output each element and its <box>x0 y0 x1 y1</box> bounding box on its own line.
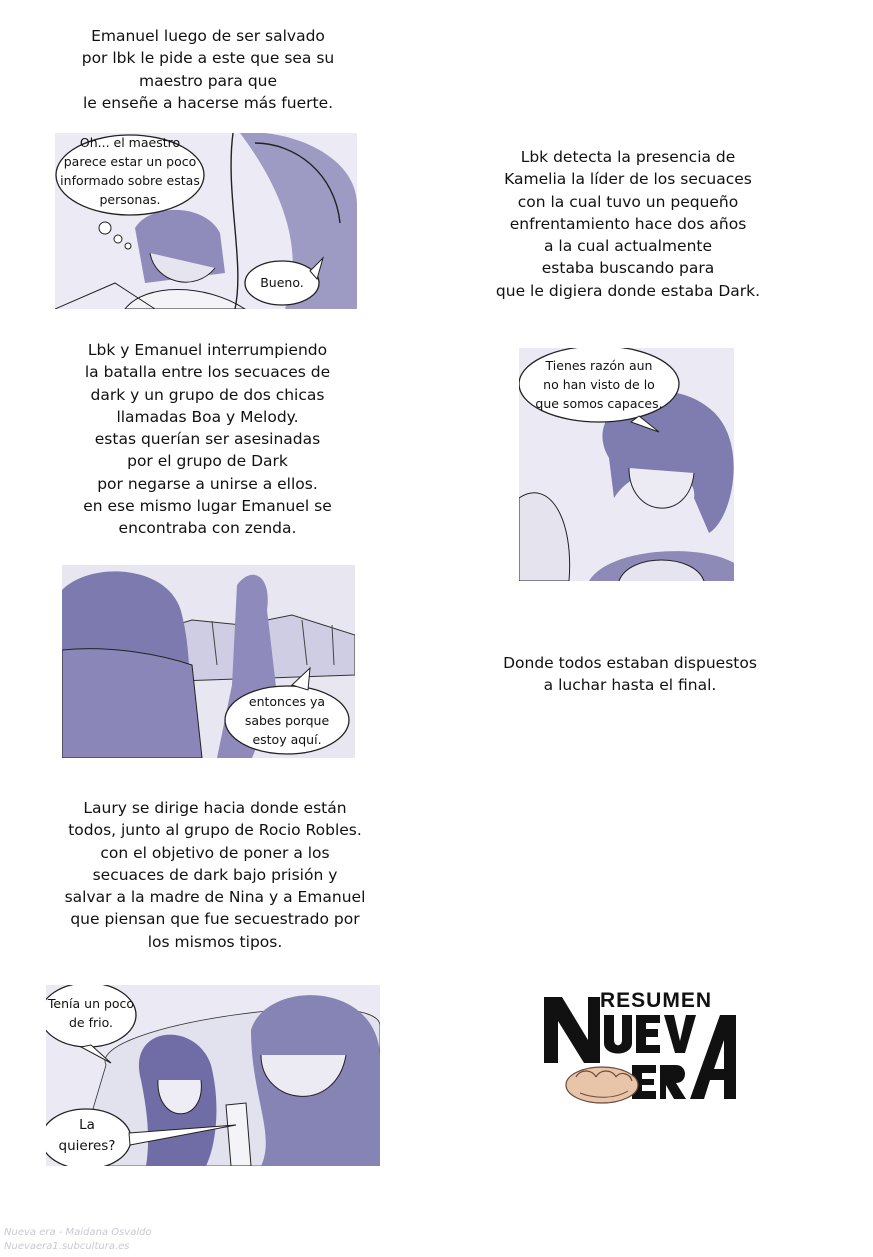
caption-line: maestro para que <box>138 71 278 90</box>
caption-line: secuaces de dark bajo prisión y <box>92 865 338 884</box>
caption-lbk-kamelia <box>488 146 768 302</box>
panel-laury <box>46 985 380 1166</box>
logo-art <box>540 985 740 1105</box>
speech-bubble <box>524 356 674 413</box>
caption-line: estas querían ser asesinadas <box>94 430 321 449</box>
caption-line: por el grupo de Dark <box>127 452 288 471</box>
caption-emanuel-maestro <box>78 25 338 114</box>
caption-line: a luchar hasta el final. <box>543 676 717 695</box>
logo-top-word: RESUMEN <box>600 989 713 1012</box>
caption-line: Lbk y Emanuel interrumpiendo <box>87 341 328 359</box>
caption-batalla <box>75 339 340 540</box>
panel-kamelia <box>519 348 734 581</box>
caption-line: a la cual actualmente <box>543 237 713 256</box>
caption-line: Laury se dirige hacia donde están <box>83 799 347 817</box>
speech-bubble-bottom <box>46 1115 128 1157</box>
bubble-line: entonces ya <box>248 694 326 709</box>
footer-url: Nuevaera1.subcultura.es <box>4 1241 130 1252</box>
caption-line: por negarse a unirse a ellos. <box>97 474 318 493</box>
caption-line: con el objetivo de poner a los <box>100 843 330 862</box>
caption-line: dark y un grupo de dos chicas <box>90 385 325 404</box>
caption-line: encontraba con zenda. <box>118 519 297 538</box>
bubble-line: parece estar un poco <box>63 154 197 169</box>
logo-letter-e <box>636 1015 660 1053</box>
caption-line: que le digiera donde estaba Dark. <box>495 281 761 300</box>
logo-letter-v <box>664 1015 696 1053</box>
caption-laury <box>60 797 370 953</box>
footer-credit: Nueva era - Maidana Osvaldo <box>4 1227 152 1238</box>
caption-line: llamadas Boa y Melody. <box>116 407 299 426</box>
fist-icon <box>566 1067 638 1103</box>
bubble-line: estoy aquí. <box>252 732 322 747</box>
bubble-line: informado sobre estas <box>60 173 200 188</box>
caption-line: con la cual tuvo un pequeño <box>517 192 739 211</box>
caption-dispuestos <box>490 652 770 697</box>
logo-letter-a <box>690 1015 736 1099</box>
resumen-nueva-era-logo <box>540 985 740 1105</box>
caption-line: salvar a la madre de Nina y a Emanuel <box>64 888 366 907</box>
bubble-line: Oh... el maestro <box>79 135 181 150</box>
bubble-line: Bueno. <box>260 275 304 290</box>
bubble-line: que somos capaces. <box>535 396 663 411</box>
bubble-line: quieres? <box>58 1138 116 1154</box>
caption-line: los mismos tipos. <box>147 932 283 951</box>
bubble-line: Tenía un poco <box>47 996 135 1011</box>
logo-letter-u <box>604 1015 632 1054</box>
speech-bubble-top <box>46 994 136 1032</box>
caption-line: Lbk detecta la presencia de <box>520 148 736 166</box>
panel-zenda <box>62 565 355 758</box>
bubble-line: no han visto de lo <box>543 377 655 392</box>
speech-bubble <box>245 273 319 292</box>
caption-line: en ese mismo lugar Emanuel se <box>83 497 332 516</box>
bubble-line: sabes porque <box>244 713 330 728</box>
panel-emanuel-lbk <box>55 133 357 309</box>
logo-letter-n <box>544 997 600 1063</box>
bubble-line: de frio. <box>68 1015 113 1030</box>
speech-bubble <box>228 692 346 749</box>
bubble-line: personas. <box>99 192 161 207</box>
caption-line: Kamelia la líder de los secuaces <box>504 170 752 189</box>
caption-line: todos, junto al grupo de Rocio Robles. <box>68 821 362 840</box>
bubble-line: Tienes razón aun <box>545 358 653 373</box>
caption-line: Donde todos estaban dispuestos <box>503 654 757 672</box>
logo-letter-r <box>660 1065 686 1099</box>
caption-line: la batalla entre los secuaces de <box>84 363 331 382</box>
caption-line: le enseñe a hacerse más fuerte. <box>82 93 334 112</box>
caption-line: enfrentamiento hace dos años <box>509 214 747 233</box>
caption-line: Emanuel luego de ser salvado <box>91 27 325 45</box>
bubble-line: La <box>79 1117 95 1133</box>
caption-line: por lbk le pide a este que sea su <box>81 49 335 68</box>
caption-line: estaba buscando para <box>541 259 715 278</box>
caption-line: que piensan que fue secuestrado por <box>70 910 360 929</box>
thought-bubble <box>57 133 203 209</box>
